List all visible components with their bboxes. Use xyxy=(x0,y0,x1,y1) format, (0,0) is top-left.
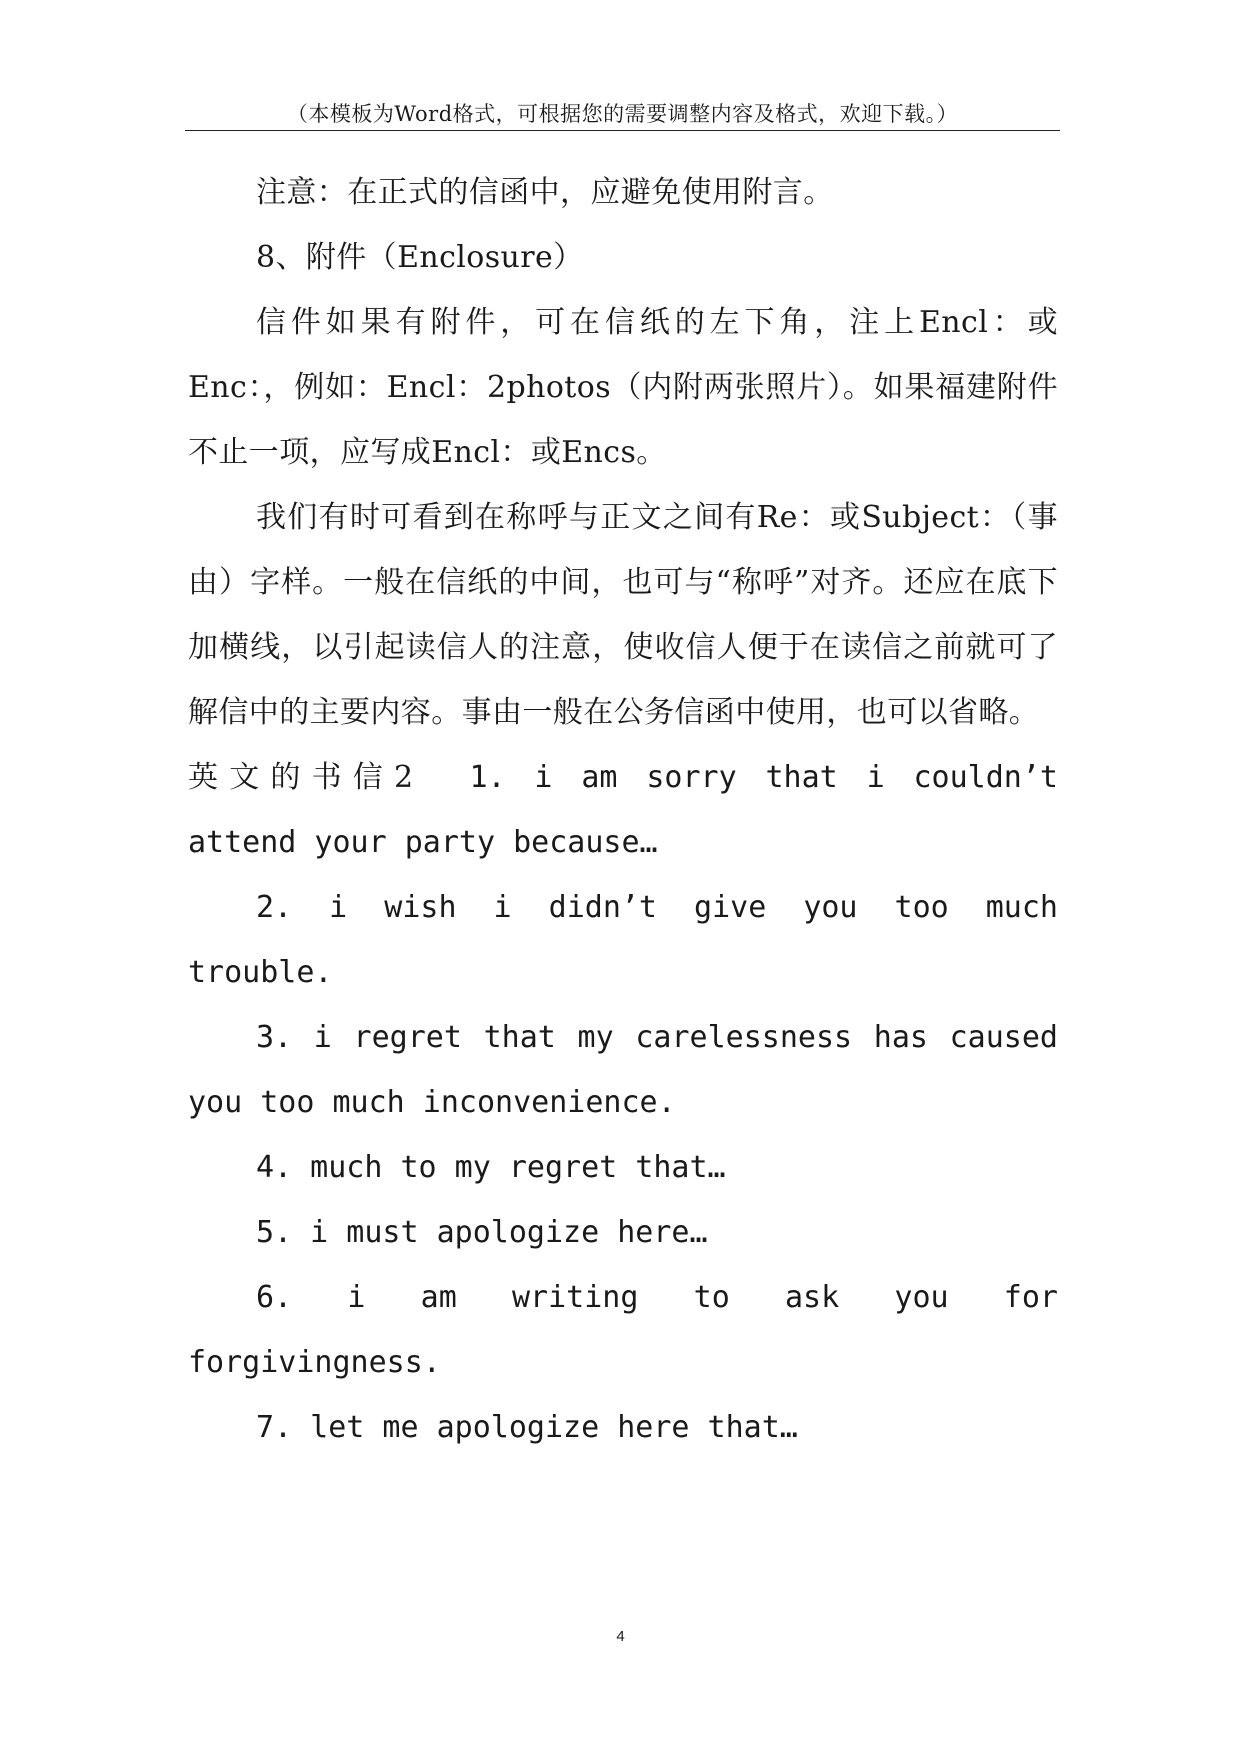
list-item: 2. i wish i didn’t give you too much trouble. xyxy=(188,890,1058,990)
paragraph-enclosure-heading: 8、附件（Enclosure） xyxy=(256,240,584,275)
page-header: （本模板为Word格式，可根据您的需要调整内容及格式，欢迎下载。） xyxy=(286,102,959,126)
list-item: 4. much to my regret that… xyxy=(256,1150,726,1185)
document-body xyxy=(188,160,1058,1460)
header-divider xyxy=(185,130,1060,131)
paragraph-letter-2 xyxy=(188,745,1058,875)
paragraph-enclosure-body: 信件如果有附件，可在信纸的左下角，注上Encl：或Enc：，例如：Encl：2photos（内附两张照片）。如果福建附件不止一项，应写成Encl：或Encs。 xyxy=(188,305,1058,470)
paragraph-note: 注意：在正式的信函中，应避免使用附言。 xyxy=(256,175,834,210)
page-number: 4 xyxy=(616,1628,625,1645)
paragraph-subject-line: 我们有时可看到在称呼与正文之间有Re：或Subject：（事由）字样。一般在信纸的中间，也可与“称呼”对齐。还应在底下加横线，以引起读信人的注意，使收信人便于在读信之前就可了解信中的主要内容。事由一般在公务信函中使用，也可以省略。 xyxy=(188,500,1058,730)
list-item: 1. i am sorry that i couldn’t attend your party because… xyxy=(188,760,1058,860)
list-item: 3. i regret that my carelessness has caused you too much inconvenience. xyxy=(188,1020,1058,1120)
list-item: 7. let me apologize here that… xyxy=(256,1410,798,1445)
section-title: 英文的书信2 xyxy=(188,760,414,795)
list-item: 6. i am writing to ask you for forgivingness. xyxy=(188,1280,1058,1380)
list-item: 5. i must apologize here… xyxy=(256,1215,708,1250)
